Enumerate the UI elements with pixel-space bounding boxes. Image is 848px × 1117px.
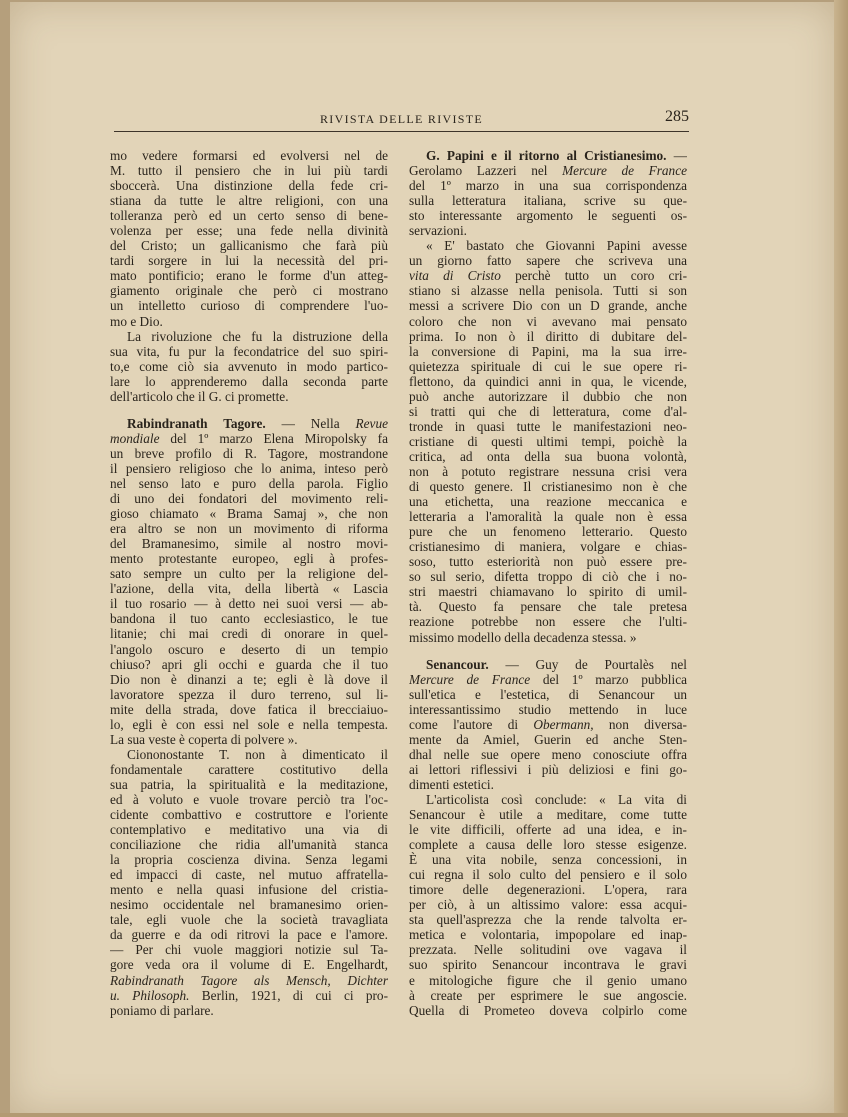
body-text: letteraria a l'amoralità la quale non è essa <box>409 509 687 525</box>
body-text: e mitologiche figure che il genio umano <box>409 972 687 988</box>
body-text: un breve profilo di R. Tagore, mostrandone <box>110 445 388 461</box>
body-text: « E' bastato che Giovanni Papini avesse <box>426 238 687 254</box>
page-header <box>114 108 689 130</box>
body-text: volenza per esse; una fede nella divinità <box>110 223 388 239</box>
text-line <box>110 596 388 611</box>
body-text: mente da Amiel, Guerin ed anche Sten- <box>409 731 687 747</box>
text-line <box>110 148 388 163</box>
text-line <box>110 807 388 822</box>
text-line <box>409 163 687 178</box>
body-text: complete a causa delle loro stesse esigenze. <box>409 837 687 853</box>
text-line <box>409 927 687 942</box>
body-text: chiuso? apri gli occhi e guarda che il tuo <box>110 656 388 672</box>
text-line <box>110 506 388 521</box>
text-line <box>409 569 687 584</box>
text-line <box>110 431 388 446</box>
italic-text: Revue <box>355 415 388 431</box>
text-line <box>409 314 687 329</box>
body-text: del Cristo; un gallicanismo che farà più <box>110 238 388 254</box>
text-line <box>409 747 687 762</box>
text-line <box>409 374 687 389</box>
body-text: prezzata. Nelle solitudini ove vagava il <box>409 942 687 958</box>
left-text-column <box>110 148 388 1018</box>
text-line <box>110 298 388 313</box>
text-line <box>409 599 687 614</box>
text-line <box>110 491 388 506</box>
body-text: la propria coscienza divina. Senza legami <box>110 852 388 868</box>
body-text: conciliazione che ridia all'umanità stanca <box>110 837 388 853</box>
body-text: l'azione, della vita, della libertà « Lascia <box>110 581 388 597</box>
text-line <box>409 1003 687 1018</box>
body-text: sta quell'asprezza che la rende talvolta er- <box>409 912 687 928</box>
body-text: lavoratore spezza il duro terreno, sul li- <box>110 686 388 702</box>
italic-text: vita di Cristo <box>409 268 501 284</box>
header-rule <box>114 131 689 132</box>
body-text: critica, ad onta della sua buona volontà, <box>409 448 687 464</box>
text-line <box>409 867 687 882</box>
text-line <box>110 626 388 641</box>
body-text: lare lo apprenderemo dalla seconda parte <box>110 373 388 389</box>
body-text: sulla letteratura italiana, scrive su que- <box>409 193 687 209</box>
text-line <box>409 942 687 957</box>
body-text: una etichetta, una reazione meccanica e <box>409 494 687 510</box>
body-text: può anche autorizzare il dubbio che non <box>409 388 687 404</box>
text-line <box>110 942 388 957</box>
text-line <box>409 524 687 539</box>
body-text: come l'autore di <box>409 716 534 732</box>
text-line <box>110 957 388 972</box>
section-heading: Rabindranath Tagore. <box>127 415 266 431</box>
text-line <box>409 404 687 419</box>
body-text: nel senso lato e puro della parola. Figlio <box>110 475 388 491</box>
body-text: mento e nella quasi infusione del cristia- <box>110 882 388 898</box>
text-line <box>110 344 388 359</box>
body-text: mo e Dio. <box>110 313 163 329</box>
italic-text: Mercure de France <box>409 671 531 687</box>
body-text: stri maestri chiamavano lo spirito di umil- <box>409 584 687 600</box>
text-line <box>110 329 388 344</box>
text-line <box>409 479 687 494</box>
body-text: coloro che non vi avevano mai pensato <box>409 313 687 329</box>
body-text: era altro se non un movimento di riforma <box>110 521 388 537</box>
body-text: da guerre e da odi ritrovi la pace e l'amore. <box>110 927 388 943</box>
text-line <box>110 359 388 374</box>
body-text: la conversione di Papini, ma la sua irre- <box>409 343 687 359</box>
text-line <box>409 672 687 687</box>
body-text: il tuo rosario — à detto nei suoi versi — ab- <box>110 596 388 612</box>
body-text: Berlin, 1921, di cui ci pro- <box>189 987 388 1003</box>
text-line <box>409 494 687 509</box>
text-line <box>110 867 388 882</box>
text-line <box>110 792 388 807</box>
body-text: prima. Io non ò il diritto di dubitare del- <box>409 328 687 344</box>
body-text: timore delle degenerazioni. L'opera, rara <box>409 882 687 898</box>
body-text: litanie; chi mai credi di onorare in quel- <box>110 626 388 642</box>
text-line <box>110 389 388 404</box>
body-text: messi a scrivere Dio con un D grande, anche <box>409 298 687 314</box>
text-line <box>409 882 687 897</box>
body-text: tale, egli vuole che la società travagliata <box>110 912 388 928</box>
text-line <box>110 476 388 491</box>
text-line <box>409 389 687 404</box>
text-line <box>409 329 687 344</box>
text-line <box>110 314 388 329</box>
body-text: — <box>666 148 687 163</box>
text-line <box>110 374 388 389</box>
page-bottom-edge <box>0 1113 848 1117</box>
body-text: dimenti estetici. <box>409 776 494 792</box>
text-line <box>110 521 388 536</box>
text-line <box>409 283 687 298</box>
text-line <box>409 464 687 479</box>
paragraph-gap <box>110 404 388 416</box>
body-text: lo, egli è con essi nel sole e nella tempesta. <box>110 716 388 732</box>
text-line <box>409 657 687 672</box>
body-text: ed à voluto e vuole trovare perciò tra l'oc- <box>110 791 388 807</box>
body-text: del Bramanesimo, simile al nostro movi- <box>110 536 388 552</box>
body-text: — Nella <box>265 415 356 431</box>
text-line <box>409 298 687 313</box>
body-text: gore veda ora il volume di E. Engelhardt, <box>110 957 388 973</box>
body-text: mo vedere formarsi ed evolversi nel de <box>110 148 388 163</box>
text-line <box>409 268 687 283</box>
italic-text: Obermann, <box>533 716 594 732</box>
body-text: missimo modello della decadenza stessa. » <box>409 629 637 645</box>
body-text: dhal nelle sue opere meno conosciute offra <box>409 746 687 762</box>
body-text: Quella di Prometeo doveva colpirlo come <box>409 1002 687 1018</box>
text-line <box>409 732 687 747</box>
text-line <box>110 852 388 867</box>
text-line <box>110 566 388 581</box>
text-line <box>409 434 687 449</box>
text-line <box>409 419 687 434</box>
body-text: Dio non è dinanzi a te; egli è là dove il <box>110 671 388 687</box>
body-text: M. tutto il pensiero che in lui più tardi <box>110 163 388 179</box>
body-text: sboccerà. Una distinzione della fede cri- <box>110 178 388 194</box>
body-text: del 1º marzo pubblica <box>530 671 687 687</box>
body-text: soso, tutto esteriorità non può essere pre- <box>409 554 687 570</box>
text-line <box>409 687 687 702</box>
body-text: il pensiero religioso che lo anima, inteso però <box>110 460 388 476</box>
text-line <box>409 554 687 569</box>
body-text: reazione potrebbe non essere che l'ulti- <box>409 614 687 630</box>
body-text: contemplativo e meditativo una via di <box>110 822 388 838</box>
body-text: La rivoluzione che fu la distruzione della <box>127 328 388 344</box>
body-text: servazioni. <box>409 223 467 239</box>
text-line <box>409 807 687 822</box>
body-text: dell'articolo che il G. ci promette. <box>110 388 289 404</box>
text-line <box>409 717 687 732</box>
section-heading: G. Papini e il ritorno al Cristianesimo. <box>426 148 667 163</box>
text-line <box>110 687 388 702</box>
body-text: interessantissimo studio mettendo in luce <box>409 701 687 717</box>
text-line <box>110 642 388 657</box>
body-text: cui regna il solo culto del pensiero e il solo <box>409 867 687 883</box>
text-line <box>409 837 687 852</box>
text-line <box>110 897 388 912</box>
body-text: un giorno fatto sapere che scriveva una <box>409 253 687 269</box>
text-line <box>409 988 687 1003</box>
text-line <box>110 882 388 897</box>
text-line <box>409 777 687 792</box>
body-text: Senancour è utile a meditare, come tutte <box>409 807 687 823</box>
body-text: sua patria, la spiritualità e la meditazione, <box>110 776 388 792</box>
body-text: Gerolamo Lazzeri nel <box>409 163 563 179</box>
body-text: per ciò, à un altissimo valore: essa acqui- <box>409 897 687 913</box>
text-line <box>110 912 388 927</box>
body-text: cristiane di questi ultimi tempi, poichè la <box>409 433 687 449</box>
body-text: metica e volontaria, impopolare ed inap- <box>409 927 687 943</box>
body-text: si tratti qui che di letteratura, come d'al- <box>409 403 687 419</box>
body-text: La sua veste è coperta di polvere ». <box>110 731 298 747</box>
text-line <box>409 584 687 599</box>
body-text: Ciononostante T. non à dimenticato il <box>127 746 388 762</box>
text-line <box>409 509 687 524</box>
text-line <box>409 897 687 912</box>
body-text: pure che un fenomeno letterario. Questo <box>409 524 687 540</box>
body-text: — Guy de Pourtalès nel <box>488 656 687 672</box>
text-line <box>409 253 687 268</box>
body-text: ed impacci di caste, nel mutuo affratella- <box>110 867 388 883</box>
text-line <box>110 446 388 461</box>
text-line <box>110 702 388 717</box>
text-line <box>409 614 687 629</box>
text-line <box>409 148 687 163</box>
italic-text: mondiale <box>110 430 160 446</box>
text-line <box>110 657 388 672</box>
section-heading: Senancour. <box>426 656 489 672</box>
text-line <box>409 193 687 208</box>
text-line <box>409 208 687 223</box>
italic-text: Rabindranath Tagore als Mensch, Dichter <box>110 972 388 988</box>
body-text: à create per esprimere le sue angoscie. <box>409 987 687 1003</box>
text-line <box>110 717 388 732</box>
text-line <box>110 238 388 253</box>
text-line <box>409 973 687 988</box>
text-line <box>409 792 687 807</box>
body-text: giamento originale che però ci mostrano <box>110 283 388 299</box>
body-text: — Per chi vuole maggiori notizie sul Ta- <box>110 942 388 958</box>
body-text: mento protestante europeo, egli à profes- <box>110 551 388 567</box>
body-text: un intelletto curioso di comprendere l'uo- <box>110 298 388 314</box>
text-line <box>409 852 687 867</box>
body-text: del 1º marzo Elena Miropolsky fa <box>159 430 388 446</box>
text-line <box>409 449 687 464</box>
paragraph-gap <box>409 645 687 657</box>
body-text: fondamentale carattere costitutivo della <box>110 761 388 777</box>
text-line <box>110 927 388 942</box>
text-line <box>110 672 388 687</box>
body-text: cristianesimo di maniera, volgare e chias- <box>409 539 687 555</box>
body-text: stiana da tutte le altre religioni, con una <box>110 193 388 209</box>
body-text: cidente combattivo e costruttore e l'oriente <box>110 807 388 823</box>
body-text: non à potuto registrare nessuna crisi vera <box>409 463 687 479</box>
body-text: mite della strada, dove fatica il brecciaiuo- <box>110 701 388 717</box>
body-text: bandona il tuo canto ecclesiastico, le tue <box>110 611 388 627</box>
text-line <box>409 912 687 927</box>
body-text: flettono, da quindici anni in qua, le vicende, <box>409 373 687 389</box>
body-text: tolleranza però ed un certo senso di bene- <box>110 208 388 224</box>
body-text: sto interessante argomento le seguenti os- <box>409 208 687 224</box>
body-text: so sul serio, difetta troppo di ciò che i no- <box>409 569 687 585</box>
text-line <box>110 208 388 223</box>
text-line <box>409 178 687 193</box>
body-text: sato sempre un culto per la religione del- <box>110 566 388 582</box>
text-line <box>110 416 388 431</box>
text-line <box>409 238 687 253</box>
text-line <box>110 988 388 1003</box>
text-line <box>409 957 687 972</box>
text-line <box>110 283 388 298</box>
body-text: suo spirito Senancour incontrava le gravi <box>409 957 687 973</box>
running-title: RIVISTA DELLE RIVISTE <box>320 112 483 126</box>
body-text: tà. Questo fa pensare che tale pretesa <box>409 599 687 615</box>
body-text: sull'etica e l'estetica, di Senancour un <box>409 686 687 702</box>
page-edge <box>834 0 848 1117</box>
text-line <box>409 762 687 777</box>
body-text: perchè tutto un coro cri- <box>500 268 687 284</box>
body-text: gioso chiamato « Brama Samaj », che non <box>110 506 388 522</box>
text-line <box>409 702 687 717</box>
body-text: del 1º marzo in una sua corrispondenza <box>409 178 687 194</box>
italic-text: Mercure de France <box>562 163 687 179</box>
text-line <box>110 611 388 626</box>
text-line <box>110 536 388 551</box>
text-line <box>110 551 388 566</box>
text-line <box>409 344 687 359</box>
text-line <box>110 777 388 792</box>
body-text: le vite difficili, offerte ad una idea, e in- <box>409 822 687 838</box>
text-line <box>110 581 388 596</box>
body-text: ai lettori riflessivi i più deliziosi e fini go- <box>409 761 687 777</box>
text-line <box>110 973 388 988</box>
text-line <box>110 178 388 193</box>
body-text: sua vita, fu pur la fecondatrice del suo spiri- <box>110 343 388 359</box>
body-text: poniamo di parlare. <box>110 1002 214 1018</box>
text-line <box>110 747 388 762</box>
body-text: tardi sorgere in lui la necessità del pri- <box>110 253 388 269</box>
text-line <box>110 732 388 747</box>
text-line <box>110 822 388 837</box>
text-line <box>409 359 687 374</box>
text-line <box>110 837 388 852</box>
body-text: di uno dei fondatori del movimento reli- <box>110 491 388 507</box>
body-text: L'articolista così conclude: « La vita di <box>426 791 687 807</box>
text-line <box>409 630 687 645</box>
text-line <box>110 762 388 777</box>
body-text: di questo genere. Il cristianesimo non è che <box>409 479 687 495</box>
text-line <box>110 163 388 178</box>
body-text: stiano si alzasse nella penisola. Tutti si son <box>409 283 687 299</box>
body-text: quietezza spirituale di cui le sue opere ri- <box>409 358 687 374</box>
body-text: nesimo occidentale nel bramanesimo orien- <box>110 897 388 913</box>
body-text: non diversa- <box>593 716 687 732</box>
right-text-column <box>409 148 687 1018</box>
page-number: 285 <box>665 108 689 125</box>
text-line <box>110 253 388 268</box>
body-text: to,e come ciò sia avvenuto in modo partico- <box>110 358 388 374</box>
italic-text: u. Philosoph. <box>110 987 190 1003</box>
text-line <box>110 223 388 238</box>
text-line <box>409 223 687 238</box>
text-line <box>409 539 687 554</box>
text-line <box>409 822 687 837</box>
body-text: tronde in quasi tutte le manifestazioni neo- <box>409 418 687 434</box>
text-line <box>110 461 388 476</box>
text-line <box>110 268 388 283</box>
text-line <box>110 1003 388 1018</box>
body-text: mato pontificio; erano le forme d'un atteg- <box>110 268 388 284</box>
body-text: l'angolo oscuro e deserto di un tempio <box>110 641 388 657</box>
text-line <box>110 193 388 208</box>
body-text: È una vita nobile, senza concessioni, in <box>409 852 687 868</box>
